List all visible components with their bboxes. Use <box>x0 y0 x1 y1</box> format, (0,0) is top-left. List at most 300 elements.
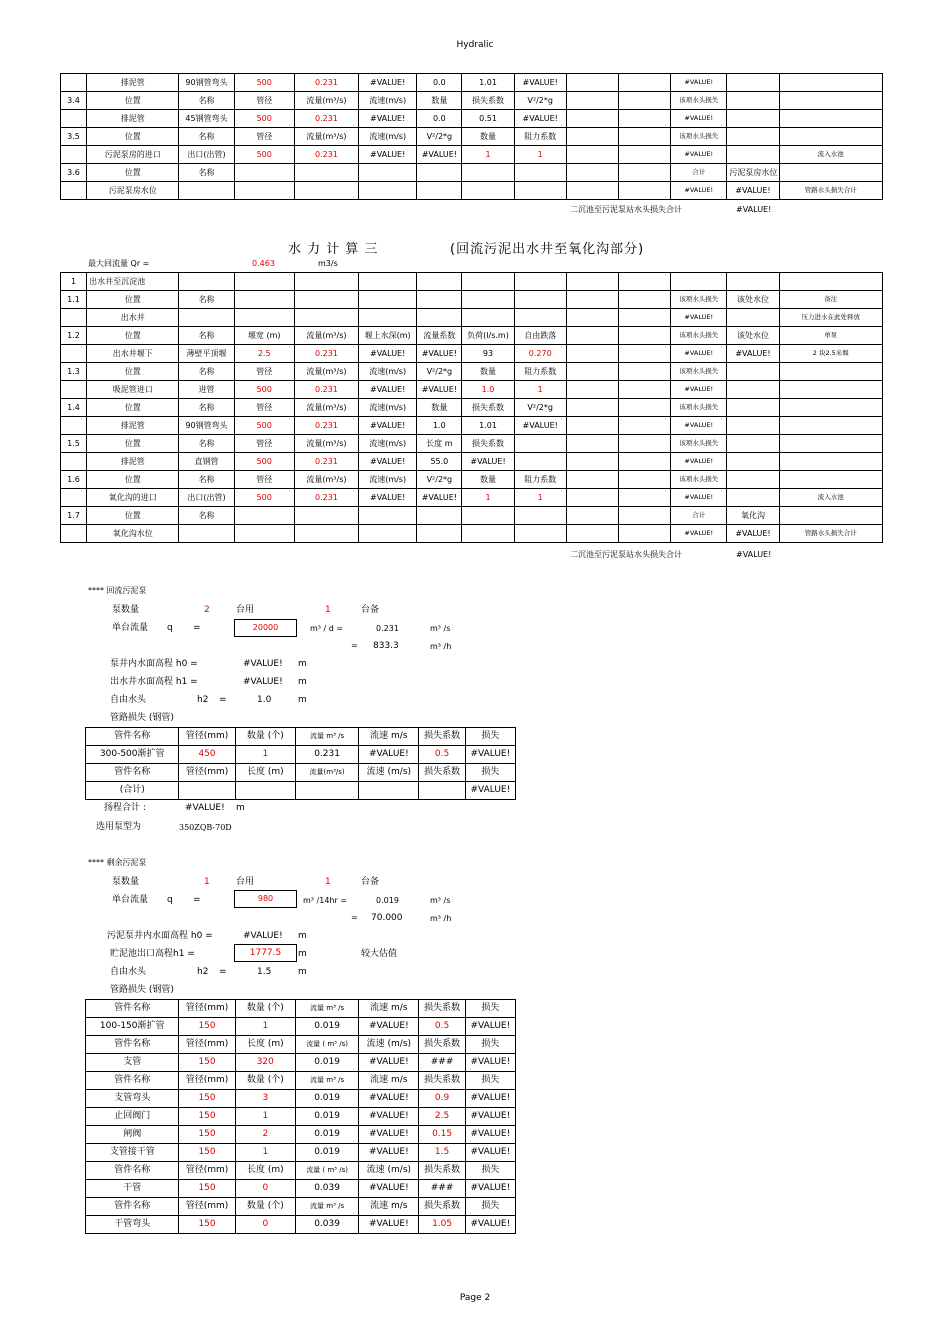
table-header-cell: 流速 (m/s) <box>359 1162 419 1180</box>
table-cell: 150 <box>179 1180 235 1198</box>
table-cell <box>618 453 670 471</box>
table-cell: 直钢管 <box>179 453 234 471</box>
table-header-cell: 长度 (m) <box>235 764 295 782</box>
table-cell: 出水井堰下 <box>87 345 179 363</box>
table-header-cell: 管径(mm) <box>179 1036 235 1054</box>
table-cell: #VALUE! <box>417 489 462 507</box>
table-cell <box>359 309 417 327</box>
table-cell: V²/2*g <box>514 399 566 417</box>
table-cell: 0.5 <box>419 1018 465 1036</box>
excess-flow-input[interactable]: 980 <box>234 890 297 908</box>
table-cell: 长度 m <box>417 435 462 453</box>
table-cell <box>566 291 618 309</box>
table-cell: #VALUE! <box>671 110 727 128</box>
table-cell: #VALUE! <box>671 417 727 435</box>
table-cell: 管径 <box>234 435 294 453</box>
table-cell <box>294 507 358 525</box>
table-cell <box>779 74 882 92</box>
table-cell <box>359 164 417 182</box>
table-cell <box>618 381 670 399</box>
table-cell: #VALUE! <box>417 146 462 164</box>
table-cell <box>295 782 358 800</box>
table-cell <box>566 399 618 417</box>
table-header-cell: 管径(mm) <box>179 764 235 782</box>
table-cell: 管路水头损失合计 <box>779 525 882 543</box>
table-cell: #VALUE! <box>359 74 417 92</box>
table-cell: 1 <box>462 489 514 507</box>
table-cell: 1 <box>235 1144 295 1162</box>
excess-h1-input[interactable]: 1777.5 <box>234 944 297 962</box>
table-cell <box>294 309 358 327</box>
table-cell <box>618 74 670 92</box>
table-cell: 1.7 <box>61 507 87 525</box>
table-cell <box>61 525 87 543</box>
table-cell: 0.5 <box>419 746 465 764</box>
table-cell: 支管 <box>86 1054 179 1072</box>
excess-pump-count: 1 <box>204 877 210 887</box>
table-cell: 100-150渐扩管 <box>86 1018 179 1036</box>
table-row <box>61 92 883 110</box>
table-header-cell: 数量 (个) <box>235 1072 295 1090</box>
table-cell: (合计) <box>86 782 179 800</box>
return-pipe-loss-label: 管路损失 (钢管) <box>110 713 174 723</box>
table-cell <box>61 453 87 471</box>
excess-eq2: = <box>351 913 358 922</box>
table-cell <box>61 74 87 92</box>
table-cell: 管径 <box>234 92 294 110</box>
table-cell: #VALUE! <box>462 453 514 471</box>
table-cell: V²/2*g <box>417 471 462 489</box>
excess-h0-label: 污泥泵井内水面高程 h0 = <box>107 931 213 941</box>
return-flow-input[interactable]: 20000 <box>234 619 297 637</box>
top-total-value: #VALUE! <box>736 205 772 214</box>
table-header-cell: 管件名称 <box>86 1036 179 1054</box>
table-cell: 流速(m/s) <box>359 363 417 381</box>
table-cell <box>566 74 618 92</box>
table-cell: #VALUE! <box>514 110 566 128</box>
table-cell <box>727 381 779 399</box>
table-cell: 0.231 <box>294 381 358 399</box>
table-cell: 0.019 <box>295 1018 358 1036</box>
excess-standby: 1 <box>325 877 331 887</box>
table-header-cell: 管件名称 <box>86 1162 179 1180</box>
excess-unit-m3s: m³ /s <box>430 896 451 905</box>
table-row <box>61 327 883 345</box>
table-cell: #VALUE! <box>465 1180 515 1198</box>
table-cell: 出口(出管) <box>179 146 234 164</box>
table-cell: V²/2*g <box>417 128 462 146</box>
table-cell <box>727 453 779 471</box>
table-cell: V²/2*g <box>417 363 462 381</box>
table-cell <box>566 182 618 200</box>
table-cell: 出水井 <box>87 309 179 327</box>
table-cell: 位置 <box>87 92 179 110</box>
table-cell: 该项水头损失 <box>671 92 727 110</box>
table-header-cell: 损失 <box>465 1036 515 1054</box>
table-cell <box>727 92 779 110</box>
table-cell: 1.4 <box>61 399 87 417</box>
table-cell <box>61 182 87 200</box>
excess-free-label: 自由水头 <box>110 967 147 977</box>
table-cell: 位置 <box>87 291 179 309</box>
return-duty-label: 台用 <box>236 605 255 615</box>
table-cell <box>417 507 462 525</box>
table-cell: 名称 <box>179 327 234 345</box>
table-row <box>61 128 883 146</box>
table-cell <box>618 435 670 453</box>
table-cell: #VALUE! <box>465 782 515 800</box>
table-cell: 管径 <box>234 363 294 381</box>
table-cell: 1.01 <box>462 74 514 92</box>
table-cell <box>359 507 417 525</box>
table-row <box>86 782 516 800</box>
table-header-cell: 管径(mm) <box>179 1000 235 1018</box>
table-cell: 闸阀 <box>86 1126 179 1144</box>
table-cell: 150 <box>179 1090 235 1108</box>
table-cell <box>234 164 294 182</box>
table-row <box>86 1018 516 1036</box>
return-flow-unit: m³ / d = <box>310 624 344 633</box>
return-standby: 1 <box>325 605 331 615</box>
table-cell: 干管弯头 <box>86 1216 179 1234</box>
table-cell: 500 <box>234 489 294 507</box>
return-h0-value: #VALUE! <box>243 659 283 669</box>
table-cell <box>727 363 779 381</box>
return-eq2: = <box>351 641 358 650</box>
table-cell: 该项水头损失 <box>671 435 727 453</box>
table-cell: #VALUE! <box>359 489 417 507</box>
table-header-cell: 损失 <box>465 764 515 782</box>
table-cell: #VALUE! <box>359 381 417 399</box>
return-pipe-loss-table <box>85 727 516 800</box>
table-cell <box>514 507 566 525</box>
table-row <box>61 525 883 543</box>
table-cell: 名称 <box>179 363 234 381</box>
table-cell <box>61 146 87 164</box>
table-header-cell: 管径(mm) <box>179 1162 235 1180</box>
table-cell: #VALUE! <box>359 146 417 164</box>
table-cell: 位置 <box>87 471 179 489</box>
table-header-cell: 长度 (m) <box>235 1036 295 1054</box>
table-cell <box>417 291 462 309</box>
table-cell <box>294 525 358 543</box>
table-cell <box>566 381 618 399</box>
return-h1-unit: m <box>298 677 307 687</box>
table-header-cell: 损失系数 <box>419 1000 465 1018</box>
table-cell <box>618 345 670 363</box>
return-flow-label: 单台流量 <box>112 623 149 633</box>
table-cell <box>514 182 566 200</box>
table-cell: #VALUE! <box>465 1090 515 1108</box>
excess-pipe-loss-table <box>85 999 516 1234</box>
table-cell: 流速(m/s) <box>359 92 417 110</box>
return-h2-unit: m <box>298 695 307 705</box>
table-cell: 流量(m³/s) <box>294 471 358 489</box>
excess-h2-unit: m <box>298 967 307 977</box>
table-cell: 93 <box>462 345 514 363</box>
table-cell: 1.5 <box>419 1144 465 1162</box>
table-cell: #VALUE! <box>671 489 727 507</box>
table-cell: 3.4 <box>61 92 87 110</box>
excess-h0-value: #VALUE! <box>243 931 283 941</box>
table-cell <box>179 309 234 327</box>
table-cell <box>462 525 514 543</box>
return-h2-value: 1.0 <box>257 695 272 705</box>
table-row <box>61 381 883 399</box>
table-cell: 0.231 <box>294 345 358 363</box>
table-cell <box>566 273 618 291</box>
return-pump-heading: **** 回流污泥泵 <box>88 586 147 595</box>
table-cell: 流量(m³/s) <box>294 128 358 146</box>
table-cell: #VALUE! <box>359 110 417 128</box>
table-cell <box>566 92 618 110</box>
table-row <box>61 273 883 291</box>
table-row <box>61 309 883 327</box>
hydraulic-table-section3 <box>60 272 883 543</box>
table-row <box>61 345 883 363</box>
table-cell: ### <box>419 1054 465 1072</box>
table-header-cell: 流速 m/s <box>359 728 419 746</box>
table-row <box>86 1126 516 1144</box>
excess-h2-value: 1.5 <box>257 967 272 977</box>
table-cell: 名称 <box>179 128 234 146</box>
table-cell: 1 <box>462 146 514 164</box>
table-cell <box>514 273 566 291</box>
table-cell <box>779 417 882 435</box>
excess-h1-unit: m <box>298 949 307 959</box>
table-cell: 数量 <box>417 92 462 110</box>
table-cell <box>727 399 779 417</box>
table-cell: #VALUE! <box>671 182 727 200</box>
excess-flow-m3h: 70.000 <box>371 913 403 923</box>
table-header-cell: 流量 ( m³ /s) <box>295 1036 358 1054</box>
table-cell: 排泥管 <box>87 453 179 471</box>
table-cell: #VALUE! <box>727 345 779 363</box>
table-cell: V²/2*g <box>514 92 566 110</box>
table-cell <box>618 164 670 182</box>
table-cell: 该处水位 <box>727 291 779 309</box>
table-cell: 该项水头损失 <box>671 399 727 417</box>
table-header-cell: 流速 m/s <box>359 1000 419 1018</box>
table-cell <box>671 273 727 291</box>
excess-h2-label: h2 <box>197 967 209 977</box>
table-cell: 位置 <box>87 164 179 182</box>
table-cell: 流量(m³/s) <box>294 92 358 110</box>
table-cell <box>359 182 417 200</box>
table-cell: #VALUE! <box>671 309 727 327</box>
table-cell <box>618 273 670 291</box>
table-cell <box>359 273 417 291</box>
table-cell: 2.5 <box>419 1108 465 1126</box>
table-cell <box>618 128 670 146</box>
excess-h0-unit: m <box>298 931 307 941</box>
table-row <box>61 471 883 489</box>
table-cell <box>417 164 462 182</box>
table-header-cell: 流量 m³ /s <box>295 1072 358 1090</box>
table-cell <box>566 489 618 507</box>
section-subtitle: (回流污泥出水井至氧化沟部分) <box>450 242 645 257</box>
table-cell <box>618 182 670 200</box>
table-cell: #VALUE! <box>359 1018 419 1036</box>
table-header-cell: 流速 (m/s) <box>359 764 419 782</box>
excess-flow-m3s: 0.019 <box>376 896 399 905</box>
table-cell: 0.231 <box>294 146 358 164</box>
table-row <box>61 417 883 435</box>
top-total-label: 二沉池至污泥泵站水头损失合计 <box>570 205 682 214</box>
table-cell: 0.51 <box>462 110 514 128</box>
return-pump-count-label: 泵数量 <box>112 605 140 615</box>
table-cell <box>618 327 670 345</box>
table-cell: ### <box>419 1180 465 1198</box>
table-cell: 1 <box>514 381 566 399</box>
return-h2-eq: = <box>219 695 227 705</box>
table-cell: 阻力系数 <box>514 128 566 146</box>
table-cell <box>779 273 882 291</box>
table-cell: #VALUE! <box>359 1144 419 1162</box>
excess-pump-count-label: 泵数量 <box>112 877 140 887</box>
table-cell <box>566 525 618 543</box>
table-cell: 1.6 <box>61 471 87 489</box>
excess-duty-label: 台用 <box>236 877 255 887</box>
table-cell <box>779 453 882 471</box>
table-cell: 流速(m/s) <box>359 471 417 489</box>
table-header-cell: 损失系数 <box>419 1198 465 1216</box>
sec3-total-label: 二沉池至污泥泵站水头损失合计 <box>570 550 682 559</box>
table-cell: 0.039 <box>295 1216 358 1234</box>
return-unit-m3s: m³ /s <box>430 624 451 633</box>
table-cell: #VALUE! <box>359 453 417 471</box>
table-cell: 自由跌落 <box>514 327 566 345</box>
table-cell: #VALUE! <box>465 1216 515 1234</box>
table-row <box>61 74 883 92</box>
table-row <box>86 1036 516 1054</box>
table-cell: #VALUE! <box>514 74 566 92</box>
table-cell <box>618 471 670 489</box>
table-cell: 管径 <box>234 128 294 146</box>
table-cell: #VALUE! <box>671 381 727 399</box>
table-cell: 500 <box>234 453 294 471</box>
table-cell <box>727 435 779 453</box>
table-cell: 流量系数 <box>417 327 462 345</box>
table-cell: 90钢管弯头 <box>179 74 234 92</box>
table-cell <box>779 507 882 525</box>
table-cell: 管径 <box>234 399 294 417</box>
table-cell <box>618 146 670 164</box>
max-flow-label: 最大回流量 Qr = <box>88 259 150 268</box>
table-cell: 1 <box>514 489 566 507</box>
table-cell <box>462 291 514 309</box>
table-cell: 单泵 <box>779 327 882 345</box>
table-cell: 0.019 <box>295 1090 358 1108</box>
table-cell <box>618 399 670 417</box>
table-cell <box>618 110 670 128</box>
table-cell <box>514 435 566 453</box>
table-cell <box>61 110 87 128</box>
table-cell <box>727 417 779 435</box>
table-cell <box>566 471 618 489</box>
table-cell: 0.231 <box>294 489 358 507</box>
return-head-unit: m <box>236 803 245 813</box>
table-cell: #VALUE! <box>671 453 727 471</box>
table-cell <box>234 291 294 309</box>
table-header-cell: 损失 <box>465 1198 515 1216</box>
table-row <box>86 728 516 746</box>
table-cell: 位置 <box>87 363 179 381</box>
table-cell <box>359 525 417 543</box>
table-row <box>61 489 883 507</box>
table-cell: 1.5 <box>61 435 87 453</box>
table-cell <box>514 309 566 327</box>
table-header-cell: 损失 <box>465 1162 515 1180</box>
table-cell: 0 <box>235 1180 295 1198</box>
table-cell <box>417 309 462 327</box>
table-cell: #VALUE! <box>465 1126 515 1144</box>
table-cell <box>514 164 566 182</box>
table-cell: 名称 <box>179 507 234 525</box>
table-cell <box>234 525 294 543</box>
table-cell: 氧化沟水位 <box>87 525 179 543</box>
table-cell: 流速(m/s) <box>359 128 417 146</box>
table-cell: 流量(m³/s) <box>294 399 358 417</box>
table-cell: 0.231 <box>295 746 358 764</box>
table-cell: 损失系数 <box>462 399 514 417</box>
table-cell <box>727 309 779 327</box>
table-cell: 150 <box>179 1018 235 1036</box>
table-cell <box>294 291 358 309</box>
table-cell: 2.5 <box>234 345 294 363</box>
table-cell: 500 <box>234 146 294 164</box>
table-cell: 出水井至沉淀池 <box>87 273 179 291</box>
table-cell: 0.9 <box>419 1090 465 1108</box>
table-header-cell: 流量 m³ /s <box>295 1198 358 1216</box>
page-header: Hydralic <box>456 40 494 50</box>
table-cell: 500 <box>234 74 294 92</box>
table-cell: 流量(m³/s) <box>294 363 358 381</box>
table-header-cell: 损失 <box>465 1072 515 1090</box>
table-cell <box>779 164 882 182</box>
table-cell: #VALUE! <box>465 1144 515 1162</box>
table-cell: 1 <box>235 1108 295 1126</box>
table-cell: 位置 <box>87 435 179 453</box>
table-row <box>86 1180 516 1198</box>
return-h1-label: 出水井水面高程 h1 = <box>110 677 198 687</box>
table-cell: #VALUE! <box>359 1054 419 1072</box>
table-cell <box>618 507 670 525</box>
table-cell: 流速(m/s) <box>359 435 417 453</box>
table-cell: 1 <box>61 273 87 291</box>
table-cell: 数量 <box>417 399 462 417</box>
table-cell <box>779 381 882 399</box>
table-cell: 损失系数 <box>462 435 514 453</box>
table-row <box>61 291 883 309</box>
table-cell: 位置 <box>87 507 179 525</box>
table-cell: 0.231 <box>294 110 358 128</box>
table-cell: #VALUE! <box>727 525 779 543</box>
table-row <box>86 764 516 782</box>
table-cell <box>727 146 779 164</box>
table-header-cell: 流量 m³ /s <box>295 728 358 746</box>
table-cell <box>566 507 618 525</box>
table-cell <box>566 110 618 128</box>
table-cell <box>514 291 566 309</box>
table-cell: 备注 <box>779 291 882 309</box>
table-cell <box>462 182 514 200</box>
table-row <box>61 435 883 453</box>
excess-h2-eq: = <box>219 967 227 977</box>
excess-pipe-loss-label: 管路损失 (钢管) <box>110 985 174 995</box>
table-cell: #VALUE! <box>359 1126 419 1144</box>
table-cell <box>779 128 882 146</box>
